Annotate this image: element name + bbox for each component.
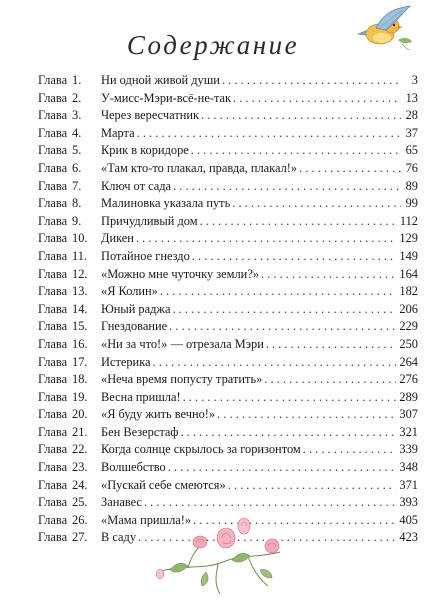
dot-leader xyxy=(144,494,396,512)
chapter-word: Глава xyxy=(38,108,68,123)
chapter-number: 22. xyxy=(72,442,88,457)
chapter-page-number: 405 xyxy=(399,512,418,527)
chapter-number: 27. xyxy=(72,530,88,545)
toc-entry xyxy=(38,230,418,248)
chapter-title: У-мисс-Мэри-всё-не-так xyxy=(101,90,232,105)
chapter-title: «Я буду жить вечно!» xyxy=(101,407,216,422)
toc-entry xyxy=(38,160,418,178)
chapter-word: Глава xyxy=(38,143,68,158)
chapter-title: «Неча время попусту тратить» xyxy=(101,372,263,387)
chapter-page-number: 393 xyxy=(399,495,418,510)
chapter-page-number: 182 xyxy=(399,284,418,299)
chapter-number: 6. xyxy=(72,160,82,175)
chapter-number: 21. xyxy=(72,424,88,439)
chapter-page-number: 276 xyxy=(399,372,418,387)
chapter-number: 5. xyxy=(72,143,82,158)
dot-leader xyxy=(183,389,397,407)
chapter-title: Через вересчатник xyxy=(101,108,200,123)
chapter-title: В саду xyxy=(101,530,137,545)
chapter-title: Причудливый дом xyxy=(101,213,198,228)
chapter-word: Глава xyxy=(38,213,68,228)
chapter-word: Глава xyxy=(38,354,68,369)
chapter-number: 23. xyxy=(72,460,88,475)
dot-leader xyxy=(191,142,401,160)
chapter-page-number: 3 xyxy=(411,73,418,87)
chapter-title: «Ни за что!» — отрезала Мэри xyxy=(101,336,264,351)
chapter-page-number: 423 xyxy=(399,530,418,545)
chapter-page-number: 13 xyxy=(405,90,418,105)
chapter-title: Занавес xyxy=(101,495,142,510)
dot-leader xyxy=(217,406,396,424)
chapter-number: 4. xyxy=(72,125,82,140)
chapter-title: Марта xyxy=(101,125,135,140)
chapter-word: Глава xyxy=(38,248,68,263)
chapter-number: 1. xyxy=(72,73,82,87)
dot-leader xyxy=(137,125,401,143)
chapter-word: Глава xyxy=(38,125,68,140)
toc-entry xyxy=(38,424,418,442)
dot-leader xyxy=(160,283,397,301)
chapter-page-number: 164 xyxy=(399,266,418,281)
toc-entry xyxy=(38,494,418,512)
chapter-page-number: 112 xyxy=(399,213,418,228)
chapter-page-number: 65 xyxy=(405,143,418,158)
chapter-word: Глава xyxy=(38,319,68,334)
dot-leader xyxy=(261,266,396,284)
chapter-word: Глава xyxy=(38,442,68,457)
toc-entry xyxy=(38,142,418,160)
toc-entry xyxy=(38,107,418,125)
dot-leader xyxy=(200,213,397,231)
toc-entry xyxy=(38,318,418,336)
chapter-word: Глава xyxy=(38,160,68,175)
chapter-title: Весна пришла! xyxy=(101,389,181,404)
rose-flowers-illustration xyxy=(148,512,288,597)
chapter-title: Бен Везерстаф xyxy=(101,424,179,439)
chapter-title: «Там кто-то плакал, правда, плакал!» xyxy=(101,160,298,175)
chapter-number: 16. xyxy=(72,336,88,351)
dot-leader xyxy=(232,195,401,213)
toc-entry xyxy=(38,406,418,424)
dot-leader xyxy=(173,178,401,196)
toc-entry xyxy=(38,266,418,284)
dot-leader xyxy=(228,477,397,495)
chapter-title: Ключ от сада xyxy=(101,178,172,193)
chapter-title: «Мама пришла!» xyxy=(101,512,192,527)
chapter-word: Глава xyxy=(38,530,68,545)
chapter-number: 10. xyxy=(72,231,88,246)
chapter-title: Малиновка указала путь xyxy=(101,196,231,211)
table-of-contents xyxy=(38,72,418,547)
chapter-word: Глава xyxy=(38,301,68,316)
chapter-title: «Пускай себе смеются» xyxy=(101,477,226,492)
chapter-page-number: 348 xyxy=(399,460,418,475)
chapter-page-number: 264 xyxy=(399,354,418,369)
chapter-number: 13. xyxy=(72,284,88,299)
chapter-page-number: 149 xyxy=(399,248,418,263)
toc-entry xyxy=(38,477,418,495)
chapter-page-number: 250 xyxy=(399,336,418,351)
chapter-word: Глава xyxy=(38,336,68,351)
chapter-title: Истерика xyxy=(101,354,151,369)
toc-entry xyxy=(38,336,418,354)
dot-leader xyxy=(233,90,401,108)
toc-entry xyxy=(38,301,418,319)
chapter-page-number: 76 xyxy=(405,160,418,175)
chapter-page-number: 289 xyxy=(399,389,418,404)
chapter-number: 18. xyxy=(72,372,88,387)
chapter-page-number: 229 xyxy=(399,319,418,334)
chapter-word: Глава xyxy=(38,477,68,492)
toc-entry xyxy=(38,283,418,301)
chapter-number: 14. xyxy=(72,301,88,316)
dot-leader xyxy=(201,107,401,125)
dot-leader xyxy=(169,318,396,336)
chapter-number: 26. xyxy=(72,512,88,527)
chapter-title: Дикен xyxy=(101,231,134,246)
chapter-number: 15. xyxy=(72,319,88,334)
chapter-word: Глава xyxy=(38,231,68,246)
chapter-word: Глава xyxy=(38,196,68,211)
chapter-word: Глава xyxy=(38,372,68,387)
chapter-word: Глава xyxy=(38,284,68,299)
chapter-word: Глава xyxy=(38,512,68,527)
chapter-title: Гнездование xyxy=(101,319,168,334)
chapter-number: 25. xyxy=(72,495,88,510)
chapter-number: 9. xyxy=(72,213,82,228)
chapter-number: 2. xyxy=(72,90,82,105)
chapter-title: Волшебство xyxy=(101,460,166,475)
chapter-number: 11. xyxy=(72,248,88,263)
dot-leader xyxy=(172,301,396,319)
chapter-word: Глава xyxy=(38,389,68,404)
chapter-number: 8. xyxy=(72,196,82,211)
dot-leader xyxy=(136,230,396,248)
dot-leader xyxy=(303,441,397,459)
chapter-number: 3. xyxy=(72,108,82,123)
chapter-number: 24. xyxy=(72,477,88,492)
dot-leader xyxy=(222,72,401,90)
chapter-number: 12. xyxy=(72,266,88,281)
chapter-number: 17. xyxy=(72,354,88,369)
toc-entry xyxy=(38,354,418,372)
chapter-word: Глава xyxy=(38,424,68,439)
chapter-page-number: 371 xyxy=(399,477,418,492)
toc-entry xyxy=(38,248,418,266)
dot-leader xyxy=(153,354,397,372)
chapter-page-number: 89 xyxy=(405,178,418,193)
chapter-word: Глава xyxy=(38,266,68,281)
chapter-page-number: 339 xyxy=(399,442,418,457)
toc-entry xyxy=(38,72,418,90)
chapter-page-number: 99 xyxy=(405,196,418,211)
chapter-word: Глава xyxy=(38,90,68,105)
page-title: Содержание xyxy=(126,30,300,60)
chapter-title: Когда солнце скрылось за горизонтом xyxy=(101,442,301,457)
toc-entry xyxy=(38,90,418,108)
chapter-number: 20. xyxy=(72,407,88,422)
dot-leader xyxy=(168,459,397,477)
chapter-page-number: 28 xyxy=(405,108,418,123)
chapter-page-number: 37 xyxy=(405,125,418,140)
chapter-number: 7. xyxy=(72,178,82,193)
chapter-page-number: 321 xyxy=(399,424,418,439)
dot-leader xyxy=(299,160,401,178)
toc-entry xyxy=(38,459,418,477)
dot-leader xyxy=(180,424,396,442)
chapter-word: Глава xyxy=(38,460,68,475)
toc-entry xyxy=(38,195,418,213)
chapter-title: Юный раджа xyxy=(101,301,171,316)
toc-entry xyxy=(38,125,418,143)
chapter-page-number: 129 xyxy=(399,231,418,246)
chapter-title: «Я Колин» xyxy=(101,284,158,299)
dot-leader xyxy=(266,336,397,354)
chapter-page-number: 307 xyxy=(399,407,418,422)
chapter-title: Крик в коридоре xyxy=(101,143,189,158)
chapter-title: «Можно мне чуточку земли?» xyxy=(101,266,260,281)
chapter-word: Глава xyxy=(38,495,68,510)
chapter-title: Потайное гнездо xyxy=(101,248,190,263)
toc-entry xyxy=(38,441,418,459)
toc-entry xyxy=(38,178,418,196)
toc-entry xyxy=(38,213,418,231)
chapter-word: Глава xyxy=(38,178,68,193)
dot-leader xyxy=(264,371,396,389)
chapter-number: 19. xyxy=(72,389,88,404)
chapter-page-number: 206 xyxy=(399,301,418,316)
chapter-word: Глава xyxy=(38,73,68,87)
toc-entry xyxy=(38,371,418,389)
toc-entry xyxy=(38,389,418,407)
chapter-word: Глава xyxy=(38,407,68,422)
dot-leader xyxy=(192,248,397,266)
chapter-title: Ни одной живой души xyxy=(101,73,220,87)
